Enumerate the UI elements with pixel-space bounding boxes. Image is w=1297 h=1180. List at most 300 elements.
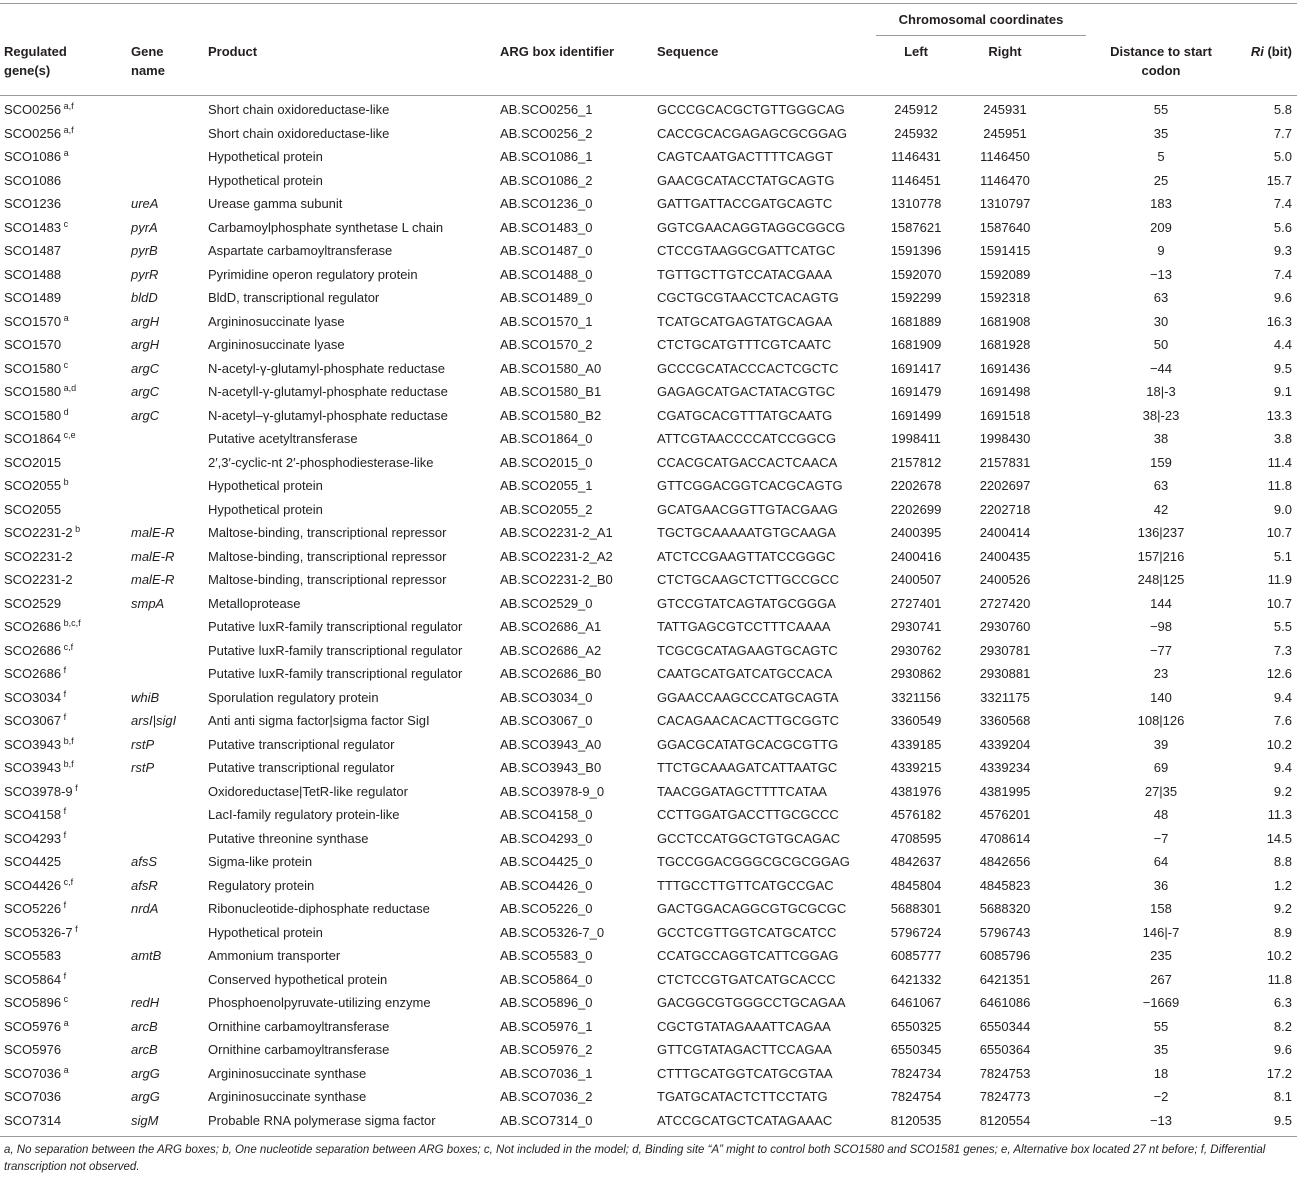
distance-cell: 146|-7 — [1142, 924, 1180, 940]
product-cell: Probable RNA polymerase sigma factor — [208, 1112, 436, 1128]
sequence-cell: CTCTCCGTGATCATGCACCC — [657, 971, 836, 987]
table-row — [0, 968, 1297, 992]
sequence-cell: CCATGCCAGGTCATTCGGAG — [657, 948, 839, 963]
gene-name-cell: arcB — [131, 1018, 158, 1034]
gene-name-cell: pyrR — [131, 266, 159, 282]
left-coordinate-cell: 4381976 — [890, 783, 942, 799]
ri-cell: 7.4 — [1273, 196, 1292, 211]
regulated-gene-cell: SCO1580 $^{a,d}$ — [4, 383, 77, 399]
footnote-marker: c — [61, 994, 69, 1004]
gene-name-cell: malE-R — [131, 525, 175, 540]
footnote-marker: f — [61, 665, 67, 675]
sequence-cell: TAACGGATAGCTTTTCATAA — [657, 783, 827, 799]
table-row — [0, 1085, 1297, 1109]
ri-cell: 9.5 — [1273, 1112, 1292, 1128]
ri-cell: 9.4 — [1273, 689, 1292, 705]
distance-cell: 38|-23 — [1142, 407, 1180, 423]
product-cell: Maltose-binding, transcriptional repressor — [208, 548, 447, 564]
product-cell: Putative luxR-family transcriptional regulator — [208, 666, 463, 681]
product-cell: Regulatory protein — [208, 877, 315, 893]
regulated-gene-cell: SCO2055 $^b$ — [4, 477, 69, 493]
product-cell: Ornithine carbamoyltransferase — [208, 1042, 390, 1057]
sequence-cell: GATTGATTACCGATGCAGTC — [657, 196, 833, 211]
arg-box-cell: AB.SCO1086_1 — [500, 149, 593, 164]
arg-box-cell: AB.SCO1236_0 — [500, 196, 593, 211]
left-coordinate-cell: 2930862 — [890, 666, 942, 681]
distance-cell: 42 — [1153, 501, 1169, 517]
gene-name-cell: malE-R — [131, 548, 175, 564]
sequence-cell: CACAGAACACACTTGCGGTC — [657, 713, 840, 728]
arg-box-cell: AB.SCO7314_0 — [500, 1112, 593, 1128]
product-cell: Putative transcriptional regulator — [208, 736, 395, 752]
left-coordinate-cell: 1591396 — [890, 243, 942, 258]
table-row — [0, 521, 1297, 545]
ri-cell: 5.1 — [1273, 548, 1292, 564]
arg-box-cell: AB.SCO1570_1 — [500, 313, 593, 329]
product-cell: 2′,3′-cyclic-nt 2′-phosphodiesterase-like — [208, 454, 434, 470]
gene-name-cell: argH — [131, 337, 160, 352]
arg-box-cell: AB.SCO2231-2_A2 — [500, 548, 613, 564]
distance-cell: 267 — [1150, 971, 1172, 987]
arg-box-cell: AB.SCO5226_0 — [500, 901, 593, 916]
gene-name-cell: sigM — [131, 1112, 159, 1128]
regulated-gene-cell: SCO2686 $^f$ — [4, 665, 67, 681]
ri-cell: 9.6 — [1273, 290, 1292, 305]
gene-name-cell: rstP — [131, 736, 155, 752]
bottom-rule — [0, 1136, 1297, 1137]
right-coordinate-cell: 2930781 — [979, 642, 1031, 658]
coordinates-rule — [876, 35, 1086, 36]
regulated-gene-cell: SCO1580 $^d$ — [4, 406, 69, 423]
product-cell: Maltose-binding, transcriptional repressor — [208, 572, 447, 587]
footnote-marker: b,c,f — [61, 618, 81, 628]
arg-box-cell: AB.SCO5864_0 — [500, 971, 593, 987]
sequence-cell: GAACGCATACCTATGCAGTG — [657, 172, 835, 188]
regulated-gene-cell: SCO1487 — [4, 243, 62, 258]
distance-cell: 157|216 — [1137, 548, 1185, 564]
table-row — [0, 756, 1297, 780]
header-distance-to-start-codon: Distance to start codon — [1110, 44, 1212, 78]
table-row — [0, 427, 1297, 451]
distance-cell: 23 — [1153, 666, 1169, 681]
ri-cell: 7.7 — [1273, 125, 1292, 141]
sequence-cell: CAATGCATGATCATGCCACA — [657, 666, 833, 681]
table-row — [0, 615, 1297, 639]
sequence-cell: GTTCGGACGGTCACGCAGTG — [657, 478, 843, 493]
regulated-gene-cell: SCO1236 — [4, 196, 62, 211]
table-row — [0, 827, 1297, 851]
arg-box-cell: AB.SCO2231-2_B0 — [500, 572, 613, 587]
sequence-cell: CTCTGCATGTTTCGTCAATC — [657, 337, 832, 352]
distance-cell: 63 — [1153, 478, 1169, 493]
footnote-marker: f — [61, 688, 67, 699]
gene-name-cell: pyrB — [131, 243, 158, 258]
right-coordinate-cell: 2157831 — [979, 454, 1031, 470]
ri-cell: 8.2 — [1273, 1018, 1292, 1034]
distance-cell: 35 — [1153, 125, 1169, 141]
gene-name-cell: whiB — [131, 689, 160, 705]
sequence-cell: GACGGCGTGGGCCTGCAGAA — [657, 995, 846, 1010]
sequence-cell: GCCTCGTTGGTCATGCATCC — [657, 924, 837, 940]
ri-cell: 11.9 — [1267, 572, 1292, 587]
sequence-cell: GTTCGTATAGACTTCCAGAA — [657, 1042, 832, 1057]
distance-cell: −77 — [1149, 642, 1173, 658]
distance-cell: 158 — [1150, 901, 1172, 916]
top-rule — [0, 3, 1297, 4]
left-coordinate-cell: 6550325 — [890, 1018, 942, 1034]
header-product: Product — [208, 44, 258, 59]
left-coordinate-cell: 2930762 — [890, 642, 942, 658]
ri-cell: 8.8 — [1273, 854, 1292, 869]
gene-name-cell: argC — [131, 407, 160, 423]
product-cell: Sporulation regulatory protein — [208, 689, 379, 705]
arg-box-cell: AB.SCO0256_2 — [500, 125, 593, 141]
regulated-gene-cell: SCO4293 $^f$ — [4, 829, 67, 846]
right-coordinate-cell: 2727420 — [979, 595, 1031, 611]
arg-box-cell: AB.SCO4293_0 — [500, 830, 593, 846]
footnote-marker: d — [61, 406, 69, 417]
ri-cell: 7.3 — [1273, 642, 1292, 658]
left-coordinate-cell: 7824734 — [890, 1065, 942, 1081]
arg-box-cell: AB.SCO0256_1 — [500, 102, 593, 117]
left-coordinate-cell: 1691417 — [890, 360, 942, 376]
sequence-cell: CTCCGTAAGGCGATTCATGC — [657, 243, 836, 258]
table-row — [0, 145, 1297, 169]
ri-cell: 9.4 — [1273, 760, 1292, 775]
right-coordinate-cell: 2930760 — [979, 619, 1031, 634]
right-coordinate-cell: 8120554 — [979, 1112, 1031, 1128]
product-cell: Hypothetical protein — [208, 172, 323, 188]
left-coordinate-cell: 1310778 — [890, 196, 942, 211]
left-coordinate-cell: 2727401 — [890, 595, 942, 611]
distance-cell: 140 — [1150, 689, 1172, 705]
arg-box-cell: AB.SCO2015_0 — [500, 454, 593, 470]
footnote-marker: a — [61, 1064, 69, 1075]
product-cell: Ammonium transporter — [208, 948, 341, 963]
distance-cell: −98 — [1149, 619, 1173, 634]
right-coordinate-cell: 6550364 — [979, 1042, 1031, 1057]
right-coordinate-cell: 1691436 — [979, 360, 1031, 376]
arg-box-cell: AB.SCO5896_0 — [500, 995, 593, 1010]
arg-box-cell: AB.SCO2686_B0 — [500, 666, 602, 681]
gene-name-cell: argG — [131, 1089, 160, 1104]
regulated-gene-cell: SCO1086 $^a$ — [4, 148, 69, 164]
arg-box-cell: AB.SCO2055_2 — [500, 501, 593, 517]
sequence-cell: TTTGCCTTGTTCATGCCGAC — [657, 877, 834, 893]
product-cell: Urease gamma subunit — [208, 196, 343, 211]
left-coordinate-cell: 2157812 — [890, 454, 942, 470]
left-coordinate-cell: 5796724 — [890, 924, 942, 940]
left-coordinate-cell: 4842637 — [890, 854, 942, 869]
left-coordinate-cell: 4708595 — [890, 830, 942, 846]
product-cell: Short chain oxidoreductase-like — [208, 102, 390, 117]
arg-box-cell: AB.SCO7036_2 — [500, 1089, 593, 1104]
gene-name-cell: afsR — [131, 877, 158, 893]
product-cell: Argininosuccinate lyase — [208, 337, 345, 352]
regulated-gene-cell: SCO3067 $^f$ — [4, 712, 67, 728]
distance-cell: 9 — [1157, 243, 1165, 258]
ri-cell: 9.0 — [1273, 501, 1292, 517]
left-coordinate-cell: 6550345 — [890, 1042, 942, 1057]
right-coordinate-cell: 2930881 — [979, 666, 1031, 681]
sequence-cell: TGCTGCAAAAATGTGCAAGA — [657, 525, 836, 540]
distance-cell: 144 — [1150, 595, 1172, 611]
arg-box-cell: AB.SCO5583_0 — [500, 948, 593, 963]
footnote-marker: f — [61, 806, 67, 816]
left-coordinate-cell: 4339185 — [890, 736, 942, 752]
footnote-marker: f — [72, 923, 78, 934]
right-coordinate-cell: 1310797 — [979, 196, 1031, 211]
table-row — [0, 286, 1297, 310]
header-rule — [0, 95, 1297, 96]
regulated-gene-cell: SCO1864 $^{c,e}$ — [4, 430, 76, 446]
right-coordinate-cell: 4381995 — [979, 783, 1031, 799]
table-row — [0, 733, 1297, 757]
distance-cell: 18|-3 — [1146, 384, 1176, 399]
table-body — [0, 98, 1297, 1132]
product-cell: Argininosuccinate lyase — [208, 313, 345, 329]
footnote-marker: b — [72, 524, 81, 534]
left-coordinate-cell: 2202678 — [890, 478, 942, 493]
gene-name-cell: arsI|sigI — [131, 713, 177, 728]
ri-cell: 7.6 — [1273, 713, 1292, 728]
sequence-cell: GACTGGACAGGCGTGCGCGC — [657, 901, 847, 916]
regulated-gene-cell: SCO5864 $^f$ — [4, 970, 67, 987]
header-sequence: Sequence — [657, 44, 719, 59]
sequence-cell: CCACGCATGACCACTCAACA — [657, 454, 838, 470]
left-coordinate-cell: 245932 — [894, 125, 938, 141]
product-cell: Metalloprotease — [208, 595, 301, 611]
sequence-cell: CCTTGGATGACCTTGCGCCC — [657, 807, 839, 822]
arg-box-cell: AB.SCO4158_0 — [500, 807, 593, 822]
ri-cell: 14.5 — [1266, 830, 1292, 846]
gene-name-cell: bldD — [131, 290, 158, 305]
left-coordinate-cell: 4845804 — [890, 877, 942, 893]
product-cell: Hypothetical protein — [208, 478, 323, 493]
distance-cell: 235 — [1150, 948, 1172, 963]
table-row — [0, 98, 1297, 122]
table-row — [0, 803, 1297, 827]
arg-box-cell: AB.SCO1488_0 — [500, 266, 593, 282]
product-cell: LacI-family regulatory protein-like — [208, 807, 400, 822]
table-row — [0, 1062, 1297, 1086]
regulated-gene-cell: SCO0256 $^{a,f}$ — [4, 101, 74, 117]
right-coordinate-cell: 7824753 — [979, 1065, 1031, 1081]
table-row — [0, 662, 1297, 686]
gene-name-cell: argG — [131, 1065, 160, 1081]
distance-cell: 50 — [1153, 337, 1169, 352]
sequence-cell: CTCTGCAAGCTCTTGCCGCC — [657, 572, 839, 587]
right-coordinate-cell: 7824773 — [979, 1089, 1031, 1104]
sequence-cell: ATCCGCATGCTCATAGAAAC — [657, 1112, 833, 1128]
distance-cell: 18 — [1153, 1065, 1169, 1081]
table-row — [0, 897, 1297, 921]
header-gene-name: Gene name — [131, 44, 165, 78]
right-coordinate-cell: 2202718 — [979, 501, 1031, 517]
gene-name-cell: ureA — [131, 196, 159, 211]
table-row — [0, 874, 1297, 898]
regulated-gene-cell: SCO4158 $^f$ — [4, 806, 67, 822]
left-coordinate-cell: 5688301 — [890, 901, 942, 916]
sequence-cell: GGTCGAACAGGTAGGCGGCG — [657, 219, 846, 235]
distance-cell: 35 — [1153, 1042, 1169, 1057]
arg-box-cell: AB.SCO3978-9_0 — [500, 783, 605, 799]
right-coordinate-cell: 4576201 — [979, 807, 1031, 822]
product-cell: Putative threonine synthase — [208, 830, 369, 846]
sequence-cell: ATCTCCGAAGTTATCCGGGC — [657, 548, 836, 564]
arg-box-cell: AB.SCO1580_A0 — [500, 360, 602, 376]
footnote-marker: f — [72, 782, 78, 793]
distance-cell: 30 — [1153, 313, 1169, 329]
distance-cell: 63 — [1153, 290, 1169, 305]
ri-cell: 10.2 — [1266, 736, 1292, 752]
sequence-cell: CAGTCAATGACTTTTCAGGT — [657, 149, 833, 164]
table-footnote: a, No separation between the ARG boxes; b, One nucleotide separation between ARG boxes; c, Not included in the model; d, Binding site “A” might to control both SCO1580 and SCO1581 genes; e, Alternative box located 27 nt before; f, Differential transcription not observed. — [4, 1144, 1266, 1173]
footnote-marker: f — [61, 970, 67, 981]
distance-cell: 48 — [1153, 807, 1169, 822]
product-cell: Putative transcriptional regulator — [208, 760, 395, 775]
distance-cell: 108|126 — [1137, 713, 1185, 728]
arg-box-cell: AB.SCO1580_B2 — [500, 407, 602, 423]
distance-cell: −1669 — [1142, 995, 1180, 1010]
product-cell: Conserved hypothetical protein — [208, 971, 388, 987]
distance-cell: 38 — [1153, 431, 1169, 446]
distance-cell: 5 — [1157, 149, 1165, 164]
arg-box-cell: AB.SCO1570_2 — [500, 337, 593, 352]
left-coordinate-cell: 4576182 — [890, 807, 942, 822]
gene-name-cell: pyrA — [131, 219, 158, 235]
table-row — [0, 216, 1297, 240]
sequence-cell: GGACGCATATGCACGCGTTG — [657, 736, 839, 752]
left-coordinate-cell: 3321156 — [891, 689, 941, 705]
product-cell: Maltose-binding, transcriptional repressor — [208, 525, 447, 540]
footnote-marker: b,f — [61, 759, 74, 769]
ri-cell: 11.3 — [1267, 807, 1292, 822]
ri-cell: 16.3 — [1266, 313, 1292, 329]
header-ri-bit: Ri (bit) — [1250, 44, 1292, 59]
distance-cell: 55 — [1153, 1018, 1169, 1034]
footnote-marker: a,f — [61, 124, 74, 135]
table-row — [0, 921, 1297, 945]
regulated-gene-cell: SCO2231-2 — [4, 548, 73, 564]
gene-name-cell: rstP — [131, 760, 155, 775]
regulated-gene-cell: SCO2686 $^{b,c,f}$ — [4, 618, 81, 634]
arg-box-cell: AB.SCO4425_0 — [500, 854, 593, 869]
regulated-gene-cell: SCO2686 $^{c,f}$ — [4, 641, 74, 658]
footnote-marker: a — [61, 1017, 69, 1028]
header-regulated-genes: Regulated gene(s) — [4, 44, 67, 78]
distance-cell: 159 — [1150, 454, 1172, 470]
product-cell: N-acetyll-γ-glutamyl-phosphate reductase — [208, 384, 448, 399]
regulated-gene-cell: SCO5896 $^c$ — [4, 994, 69, 1010]
regulated-gene-cell: SCO7036 — [4, 1089, 62, 1104]
arg-box-cell: AB.SCO5976_2 — [500, 1042, 593, 1057]
right-coordinate-cell: 1587640 — [979, 219, 1031, 235]
right-coordinate-cell: 2400435 — [979, 548, 1031, 564]
ri-cell: 4.4 — [1273, 337, 1292, 352]
right-coordinate-cell: 4708614 — [979, 830, 1031, 846]
regulated-gene-cell: SCO2055 — [4, 501, 62, 517]
table-row — [0, 263, 1297, 287]
table-row — [0, 1109, 1297, 1133]
table-row — [0, 310, 1297, 334]
table-row — [0, 780, 1297, 804]
sequence-cell: CACCGCACGAGAGCGCGGAG — [657, 125, 847, 141]
regulated-gene-cell: SCO2015 — [4, 454, 62, 470]
product-cell: N-acetyl-γ-glutamyl-phosphate reductase — [208, 360, 445, 376]
table-row — [0, 333, 1297, 357]
product-cell: Ornithine carbamoyltransferase — [208, 1018, 390, 1034]
gene-name-cell: afsS — [131, 854, 158, 869]
left-coordinate-cell: 2930741 — [890, 619, 942, 634]
right-coordinate-cell: 2400526 — [979, 572, 1031, 587]
ri-cell: 15.7 — [1266, 172, 1292, 188]
sequence-cell: GTCCGTATCAGTATGCGGGA — [657, 595, 836, 611]
regulated-gene-cell: SCO1086 — [4, 172, 62, 188]
regulated-gene-cell: SCO3943 $^{b,f}$ — [4, 735, 74, 752]
sequence-cell: CGCTGCGTAACCTCACAGTG — [657, 290, 839, 305]
left-coordinate-cell: 1146451 — [891, 172, 941, 188]
left-coordinate-cell: 1681909 — [890, 337, 942, 352]
gene-name-cell: argC — [131, 384, 160, 399]
ri-cell: 9.1 — [1273, 384, 1292, 399]
left-coordinate-cell: 245912 — [894, 102, 938, 117]
gene-name-cell: argC — [131, 360, 160, 376]
footnote-marker: b — [61, 477, 69, 487]
table-row — [0, 568, 1297, 592]
sequence-cell: GCCCGCACGCTGTTGGGCAG — [657, 102, 845, 117]
footnote-marker: c — [61, 359, 69, 370]
header-left: Left — [904, 44, 928, 59]
ri-cell: 8.9 — [1273, 924, 1292, 940]
distance-cell: −7 — [1153, 830, 1169, 846]
footnote-marker: a,f — [61, 101, 74, 111]
sequence-cell: CGCTGTATAGAAATTCAGAA — [657, 1018, 831, 1034]
ri-cell: 5.5 — [1273, 619, 1292, 634]
arg-box-cell: AB.SCO3943_A0 — [500, 736, 602, 752]
header-right: Right — [988, 44, 1022, 59]
arg-box-cell: AB.SCO1580_B1 — [500, 384, 602, 399]
table-row — [0, 169, 1297, 193]
ri-cell: 11.4 — [1267, 454, 1292, 470]
table-row — [0, 1038, 1297, 1062]
regulated-gene-cell: SCO1570 $^a$ — [4, 312, 69, 329]
right-coordinate-cell: 4339204 — [979, 736, 1031, 752]
left-coordinate-cell: 8120535 — [890, 1112, 942, 1128]
product-cell: Carbamoylphosphate synthetase L chain — [208, 219, 444, 235]
footnote-marker: c — [61, 218, 69, 229]
arg-box-cell: AB.SCO7036_1 — [500, 1065, 593, 1081]
distance-cell: 27|35 — [1144, 783, 1178, 799]
sequence-cell: TCATGCATGAGTATGCAGAA — [657, 313, 833, 329]
arg-box-cell: AB.SCO5976_1 — [500, 1018, 593, 1034]
product-cell: Putative luxR-family transcriptional regulator — [208, 619, 463, 634]
left-coordinate-cell: 1146431 — [891, 149, 941, 164]
ri-cell: 3.8 — [1273, 431, 1292, 446]
regulated-gene-cell: SCO3034 $^f$ — [4, 688, 67, 705]
regulated-gene-cell: SCO2231-2 $^b$ — [4, 524, 81, 540]
table-row — [0, 451, 1297, 475]
right-coordinate-cell: 1591415 — [979, 243, 1031, 258]
ri-cell: 9.6 — [1273, 1042, 1292, 1057]
arg-box-cell: AB.SCO2231-2_A1 — [500, 525, 613, 540]
product-cell: Hypothetical protein — [208, 149, 323, 164]
product-cell: Pyrimidine operon regulatory protein — [208, 266, 418, 282]
regulated-gene-cell: SCO7314 — [4, 1112, 62, 1128]
arg-box-cell: AB.SCO1864_0 — [500, 431, 593, 446]
product-cell: Short chain oxidoreductase-like — [208, 125, 390, 141]
gene-name-cell: smpA — [131, 595, 165, 611]
